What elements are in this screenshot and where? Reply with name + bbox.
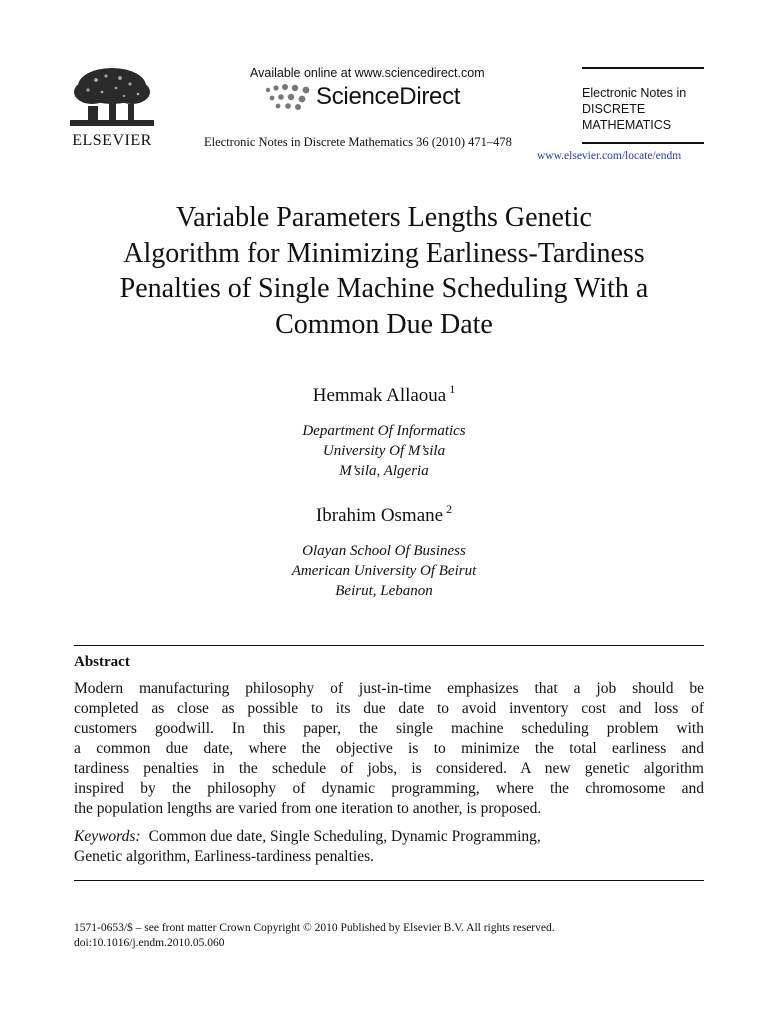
title-line: Algorithm for Minimizing Earliness-Tardiness: [123, 237, 645, 269]
journal-name-line: MATHEMATICS: [582, 118, 672, 132]
journal-name-block: [582, 85, 686, 133]
author-footnote-mark[interactable]: 2: [446, 502, 453, 516]
author-name: Hemmak Allaoua: [312, 385, 447, 406]
sciencedirect-dots-icon: [262, 82, 314, 112]
affiliation-line: American University Of Beirut: [291, 563, 477, 579]
affiliation-line: Olayan School Of Business: [302, 543, 466, 559]
abstract-line: Modern manufacturing philosophy of just-in-time emphasizes that a job should be: [74, 680, 704, 697]
sciencedirect-wordmark: ScienceDirect: [316, 83, 461, 110]
author-name: Ibrahim Osmane: [315, 505, 444, 526]
paper-title: [60, 200, 708, 342]
abstract-line: the population lengths are varied from one iteration to another, is proposed.: [74, 800, 542, 817]
abstract-top-rule: [74, 645, 704, 646]
journal-block-bottom-rule: [582, 142, 704, 144]
copyright-line: 1571-0653/$ – see front matter Crown Copyright © 2010 Published by Elsevier B.V. All rights reserved.: [74, 922, 555, 934]
author-2: [0, 502, 768, 527]
author-2-affiliation: [0, 541, 768, 601]
journal-block-top-rule: [582, 67, 704, 69]
author-footnote-mark[interactable]: 1: [449, 382, 456, 396]
keywords: [74, 827, 704, 867]
keywords-line: Common due date, Single Scheduling, Dynamic Programming,: [148, 828, 541, 845]
keywords-label: Keywords:: [74, 828, 141, 845]
keywords-line: Genetic algorithm, Earliness-tardiness penalties.: [74, 848, 375, 865]
journal-name-line: Electronic Notes in: [582, 86, 687, 100]
available-online-text: Available online at www.sciencedirect.com: [250, 66, 485, 80]
doi-line[interactable]: doi:10.1016/j.endm.2010.05.060: [74, 937, 225, 949]
front-matter-footer: [74, 921, 555, 951]
title-line: Variable Parameters Lengths Genetic: [176, 202, 592, 233]
abstract-body: [74, 679, 704, 819]
abstract-line: completed as close as possible to its due date to avoid inventory cost and loss of: [74, 700, 704, 717]
journal-url-link[interactable]: www.elsevier.com/locate/endm: [537, 150, 682, 162]
abstract-line: inspired by the philosophy of dynamic programming, where the chromosome and: [74, 780, 704, 797]
affiliation-line: Beirut, Lebanon: [335, 583, 433, 599]
affiliation-line: University Of M’sila: [322, 443, 446, 459]
affiliation-line: Department Of Informatics: [302, 423, 466, 439]
title-line: Penalties of Single Machine Scheduling With a: [119, 273, 649, 304]
abstract-bottom-rule: [74, 880, 704, 881]
author-1: [0, 382, 768, 407]
author-1-affiliation: [0, 421, 768, 481]
journal-citation: Electronic Notes in Discrete Mathematics 36 (2010) 471–478: [204, 135, 512, 149]
elsevier-logo: [66, 66, 158, 150]
abstract-line: a common due date, where the objective is to minimize the total earliness and: [74, 740, 704, 757]
title-line: Common Due Date: [275, 308, 493, 340]
abstract-line: customers goodwill. In this paper, the single machine scheduling problem with: [74, 720, 704, 737]
journal-name-line: DISCRETE: [582, 102, 646, 116]
publisher-name: ELSEVIER: [72, 132, 152, 149]
abstract-heading: Abstract: [74, 654, 130, 670]
affiliation-line: M’sila, Algeria: [339, 463, 429, 479]
abstract-line: tardiness penalties in the schedule of jobs, is considered. A new genetic algorithm: [74, 760, 704, 777]
elsevier-tree-icon: [66, 66, 158, 130]
